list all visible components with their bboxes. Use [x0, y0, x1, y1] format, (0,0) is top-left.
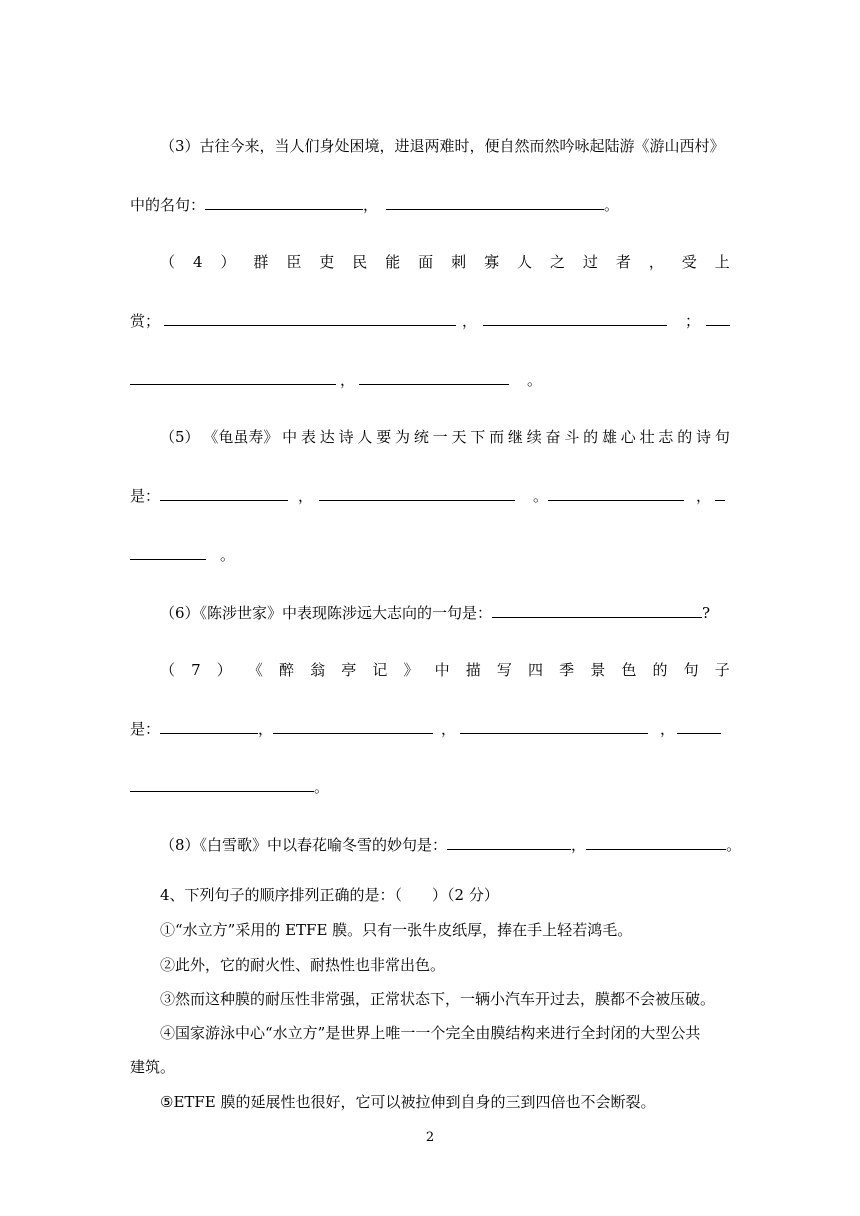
q4-char: ，: [648, 253, 664, 271]
q4-char: 面: [418, 253, 434, 271]
q8-blank-1[interactable]: [447, 834, 571, 850]
q5-char: 诗: [338, 428, 354, 446]
q7-char: 景: [590, 661, 606, 679]
q4-sep: ，: [462, 312, 478, 330]
q4order-item-text: ②此外，它的耐火性、耐热性也非常出色。: [160, 956, 446, 974]
q7-sep: ，: [660, 720, 676, 738]
q5-blank-4-cont[interactable]: [130, 544, 206, 560]
q4-char: 刺: [451, 253, 467, 271]
q3-lead: 中的名句：: [130, 196, 206, 214]
q5-char: 下: [470, 428, 486, 446]
q4order-item-text: ①“水立方”采用的 ETFE 膜。只有一张牛皮纸厚，捧在手上轻若鸿毛。: [160, 921, 633, 939]
q5-blank-4[interactable]: [715, 485, 725, 501]
page-number: 2: [425, 1130, 435, 1145]
q5-char: 奋: [545, 428, 561, 446]
q4-blank-3-cont[interactable]: [130, 369, 336, 385]
q3-sep: ，: [363, 196, 379, 214]
q8-end: 。: [726, 836, 742, 854]
q4order-item-text: ③然而这种膜的耐压性非常强，正常状态下，一辆小汽车开过去，膜都不会被压破。: [160, 990, 716, 1008]
q4-char: ）: [220, 253, 236, 271]
q8-text: （8）《白雪歌》中以春花喻冬雪的妙句是：: [160, 836, 448, 854]
q6-line: [160, 602, 730, 623]
q4order-title-text: 4、下列句子的顺序排列正确的是：（ ）（2 分）: [160, 886, 499, 904]
q7-char: 翁: [310, 661, 326, 679]
q3-prompt: [160, 136, 730, 156]
q5-char: 表: [300, 428, 316, 446]
q6-blank[interactable]: [492, 602, 702, 618]
q4order-item-text: ⑤ETFE 膜的延展性也很好，它可以被拉伸到自身的三到四倍也不会断裂。: [160, 1093, 656, 1111]
q4-blank-3[interactable]: [706, 310, 730, 326]
q5-sep: ，: [298, 487, 314, 505]
q5-char: 一: [432, 428, 448, 446]
q5-char: 要: [376, 428, 392, 446]
q4order-item: [160, 1092, 730, 1112]
q3-blank-2[interactable]: [386, 194, 604, 210]
q4order-item-text: ④国家游泳中心“水立方”是世界上唯一一个完全由膜结构来进行全封闭的大型公共: [160, 1024, 701, 1042]
q7-char: 句: [683, 661, 699, 679]
q7-char: 7: [191, 661, 201, 679]
q4-char: 能: [385, 253, 401, 271]
q5-char: 为: [395, 428, 411, 446]
q8-sep: ，: [571, 836, 587, 854]
q5-char: 心: [620, 428, 636, 446]
q7-blank-2[interactable]: [273, 718, 433, 734]
q4-char: 民: [352, 253, 368, 271]
q7-char: 写: [496, 661, 512, 679]
q8-line: [160, 834, 742, 855]
q4-char: 之: [549, 253, 565, 271]
q6-end: ?: [702, 604, 711, 622]
q5-char: 而: [489, 428, 505, 446]
q7-char: 四: [528, 661, 544, 679]
q7-lead: 是：: [130, 720, 161, 738]
q3-blank-1[interactable]: [205, 194, 363, 210]
q7-char: 的: [652, 661, 668, 679]
q3-end: 。: [604, 196, 620, 214]
q4order-item: [160, 920, 730, 940]
q4-lead: 赏；: [130, 312, 161, 330]
q5-sep: 。: [533, 487, 549, 505]
q4-char: 吏: [319, 253, 335, 271]
q4-char: 过: [582, 253, 598, 271]
q5-char: 续: [526, 428, 542, 446]
q7-char: 子: [714, 661, 730, 679]
q3-prompt-text: （3）古往今来，当人们身处困境，进退两难时，便自然而然吟咏起陆游《游山西村》: [160, 137, 725, 155]
q7-blank-1[interactable]: [160, 718, 258, 734]
q7-char: 》: [403, 661, 419, 679]
q5-blank-3[interactable]: [548, 485, 684, 501]
q7-char: 《: [247, 661, 263, 679]
q5-char: 人: [357, 428, 373, 446]
q5-char: 统: [413, 428, 429, 446]
q4order-item: [160, 955, 730, 975]
q7-char: 描: [465, 661, 481, 679]
q5-lead: 是：: [130, 487, 161, 505]
q7-end: 。: [314, 778, 330, 796]
q5-prompt: [160, 427, 730, 447]
q7-answer-line-2: [130, 776, 730, 797]
q5-answer-line-1: [130, 485, 730, 506]
q5-char: 的: [677, 428, 693, 446]
q7-char: ）: [216, 661, 232, 679]
q3-answer-line: [130, 194, 730, 215]
q5-char: 继: [507, 428, 523, 446]
q8-blank-2[interactable]: [586, 834, 726, 850]
q7-blank-4[interactable]: [677, 718, 721, 734]
q5-char: 中: [282, 428, 298, 446]
q5-char: 雄: [601, 428, 617, 446]
q4order-title: [160, 885, 730, 905]
q4order-item: [160, 989, 730, 1009]
q5-char: 诗: [696, 428, 712, 446]
q5-blank-1[interactable]: [160, 485, 288, 501]
q4order-item: [160, 1023, 730, 1043]
q7-sep: ，: [258, 720, 274, 738]
q7-char: （: [160, 661, 176, 679]
q5-blank-2[interactable]: [319, 485, 515, 501]
q4order-item-text: 建筑。: [130, 1058, 176, 1076]
q4-char: 人: [517, 253, 533, 271]
q5-char: 的: [583, 428, 599, 446]
q5-char: 《龟虽寿》: [203, 428, 279, 446]
q5-sep: ，: [696, 487, 712, 505]
q7-char: 中: [434, 661, 450, 679]
q4-prompt: [160, 252, 730, 272]
q4-char: 4: [192, 253, 203, 271]
q4-char: 受: [681, 253, 697, 271]
q4-blank-2[interactable]: [483, 310, 667, 326]
q7-char: 季: [559, 661, 575, 679]
q5-answer-line-2: [130, 544, 730, 565]
q7-prompt: [160, 660, 730, 680]
q4-answer-line-1: [130, 310, 730, 331]
q7-blank-3[interactable]: [460, 718, 648, 734]
q7-blank-4-cont[interactable]: [130, 776, 314, 792]
q5-char: 斗: [564, 428, 580, 446]
q4-sep: ，: [340, 371, 356, 389]
q4-blank-4[interactable]: [359, 369, 509, 385]
q4-char: （: [160, 253, 176, 271]
q4-char: 群: [253, 253, 269, 271]
q5-char: 壮: [639, 428, 655, 446]
q7-char: 色: [621, 661, 637, 679]
q4-answer-line-2: [130, 369, 730, 390]
q4-char: 上: [714, 253, 730, 271]
q5-char: 句: [714, 428, 730, 446]
q4-char: 者: [615, 253, 631, 271]
q4-char: 寡: [484, 253, 500, 271]
q5-char: （5）: [160, 428, 200, 446]
q5-char: 天: [451, 428, 467, 446]
q4order-item-cont: [130, 1057, 730, 1077]
q5-char: 达: [319, 428, 335, 446]
q5-end: 。: [220, 546, 236, 564]
q4-sep: ；: [685, 312, 701, 330]
q7-sep: ，: [441, 720, 457, 738]
q4-blank-1[interactable]: [164, 310, 456, 326]
q7-char: 亭: [341, 661, 357, 679]
q7-answer-line-1: [130, 718, 730, 739]
q7-char: 醉: [279, 661, 295, 679]
q6-text: （6）《陈涉世家》中表现陈涉远大志向的一句是：: [160, 604, 493, 622]
q5-char: 志: [658, 428, 674, 446]
q4-end: 。: [527, 371, 543, 389]
q7-char: 记: [372, 661, 388, 679]
q4-char: 臣: [286, 253, 302, 271]
